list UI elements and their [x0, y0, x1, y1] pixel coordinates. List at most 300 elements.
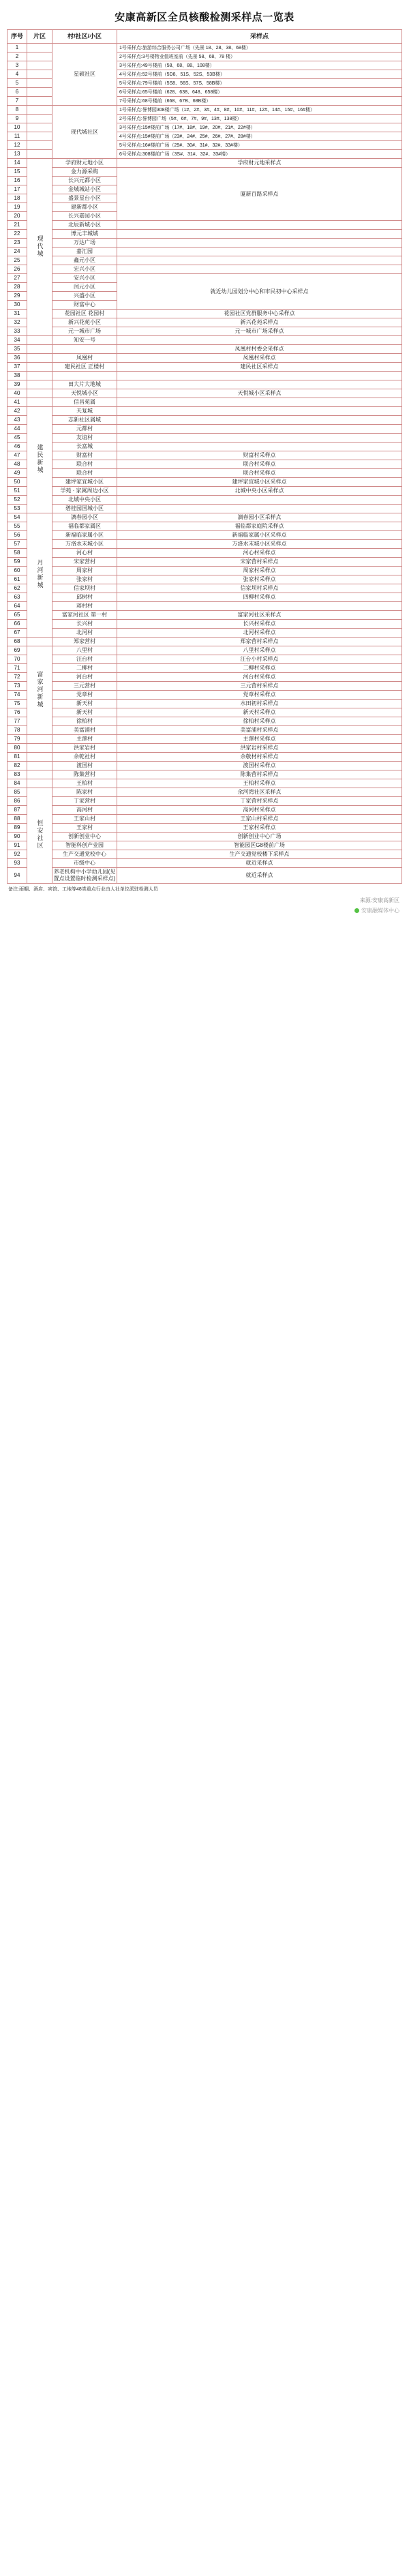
row-number: 67	[7, 629, 27, 638]
table-row	[7, 567, 402, 575]
row-sampling-point: 元一城市广场采样点	[117, 327, 402, 336]
row-village: 八里村	[52, 646, 117, 655]
row-area	[27, 132, 52, 141]
row-number: 3	[7, 61, 27, 70]
row-sampling-point: 水田初村采样点	[117, 700, 402, 708]
row-number: 53	[7, 505, 27, 513]
row-number: 41	[7, 398, 27, 407]
row-sampling-point: 新天村采样点	[117, 708, 402, 717]
row-village: 财富村	[52, 451, 117, 460]
row-area	[27, 770, 52, 779]
row-number: 57	[7, 540, 27, 549]
row-village: 建坪家宜城小区	[52, 478, 117, 487]
header-point: 采样点	[117, 30, 402, 44]
row-number: 60	[7, 567, 27, 575]
row-sampling-point: 联合村采样点	[117, 460, 402, 469]
row-area: 月河新城	[27, 513, 52, 638]
document-page	[0, 0, 409, 920]
row-sampling-point: 余敬材村采样点	[117, 753, 402, 762]
table-row	[7, 451, 402, 460]
footer-note	[7, 884, 402, 895]
row-village: 凤凰村	[52, 354, 117, 363]
row-number: 79	[7, 735, 27, 744]
table-row	[7, 248, 402, 256]
row-number: 63	[7, 593, 27, 602]
row-number: 71	[7, 664, 27, 673]
table-row	[7, 310, 402, 318]
table-row	[7, 469, 402, 478]
table-row	[7, 363, 402, 372]
row-sampling-point: 建民社区采样点	[117, 363, 402, 372]
row-area	[27, 779, 52, 788]
row-village: 富家河社区 第一村	[52, 611, 117, 620]
row-area	[27, 88, 52, 97]
row-sampling-point: 天悦城小区采样点	[117, 389, 402, 398]
row-area	[27, 336, 52, 345]
row-sampling-point: 创新创业中心广场	[117, 833, 402, 841]
row-sampling-point: 王柏村采样点	[117, 779, 402, 788]
row-area	[27, 79, 52, 88]
row-sampling-point: 丁家营村采样点	[117, 797, 402, 806]
header-area: 片区	[27, 30, 52, 44]
row-number: 1	[7, 44, 27, 53]
row-sampling-point: 八里村采样点	[117, 646, 402, 655]
table-row	[7, 824, 402, 833]
row-number: 34	[7, 336, 27, 345]
row-number: 32	[7, 318, 27, 327]
table-row	[7, 833, 402, 841]
row-village: 星硕社区	[52, 44, 117, 106]
table-row	[7, 230, 402, 239]
row-number: 5	[7, 79, 27, 88]
table-row	[7, 664, 402, 673]
row-village: 北城中央小区	[52, 496, 117, 505]
row-number: 16	[7, 177, 27, 185]
row-number: 51	[7, 487, 27, 496]
row-number: 72	[7, 673, 27, 682]
row-sampling-point: 漓春园小区采样点	[117, 513, 402, 522]
row-village: 新福临家属小区	[52, 531, 117, 540]
table-row	[7, 629, 402, 638]
table-row	[7, 726, 402, 735]
row-village: 闰元小区	[52, 283, 117, 292]
row-number: 66	[7, 620, 27, 629]
row-village: 财富中心	[52, 301, 117, 310]
row-number: 42	[7, 407, 27, 416]
row-number: 31	[7, 310, 27, 318]
row-sampling-point: 3号采样点:49号楼前（58、68、88、108楼）	[117, 61, 402, 70]
row-village: 天悦城小区	[52, 389, 117, 398]
row-sampling-point: 美富浦村采样点	[117, 726, 402, 735]
row-number: 70	[7, 655, 27, 664]
row-village: 新天村	[52, 708, 117, 717]
row-village: 田大片大地城	[52, 380, 117, 389]
row-number: 91	[7, 841, 27, 850]
watermark-label: 安康融媒体中心	[361, 908, 399, 914]
row-sampling-point: 福临都家庭院采样点	[117, 522, 402, 531]
row-village: 河心村	[52, 549, 117, 558]
row-village: 高河村	[52, 806, 117, 815]
row-village: 学苑 · 家属周边小区	[52, 487, 117, 496]
row-number: 39	[7, 380, 27, 389]
row-sampling-point: 就近采样点	[117, 859, 402, 868]
row-number: 85	[7, 788, 27, 797]
table-row	[7, 531, 402, 540]
row-village: 学府财元地小区	[52, 159, 117, 168]
row-sampling-point: 2号采样点:3号楼物业值班室前（先景 58、68、78 楼）	[117, 53, 402, 61]
row-sampling-point: 徐柏村采样点	[117, 717, 402, 726]
row-village: 周家村	[52, 567, 117, 575]
row-village: 金力源采购	[52, 168, 117, 177]
row-village: 博元丰城城	[52, 230, 117, 239]
row-number: 45	[7, 434, 27, 443]
row-sampling-point: 渡国村采样点	[117, 762, 402, 770]
row-village: 美富浦村	[52, 726, 117, 735]
row-number: 76	[7, 708, 27, 717]
row-number: 26	[7, 265, 27, 274]
row-number: 27	[7, 274, 27, 283]
row-village	[52, 345, 117, 354]
header-no: 序号	[7, 30, 27, 44]
row-number: 61	[7, 575, 27, 584]
row-number: 88	[7, 815, 27, 824]
table-row	[7, 815, 402, 824]
table-row	[7, 549, 402, 558]
row-sampling-point: 1号采样点:誉博园308楼广场（1#、2#、3#、4#、8#、10#、11#、12#、14#、15#、16#楼）	[117, 106, 402, 115]
row-number: 7	[7, 97, 27, 106]
row-sampling-point: 花园社区党群服务中心采样点	[117, 310, 402, 318]
row-village: 徐柏村	[52, 717, 117, 726]
row-sampling-point: 王家村采样点	[117, 824, 402, 833]
row-sampling-point	[117, 256, 402, 265]
row-village: 天复城	[52, 407, 117, 416]
row-number: 89	[7, 824, 27, 833]
row-village: 陈集营村	[52, 770, 117, 779]
row-number: 59	[7, 558, 27, 567]
row-number: 4	[7, 70, 27, 79]
table-row	[7, 434, 402, 443]
table-row	[7, 868, 402, 884]
row-sampling-point	[117, 434, 402, 443]
row-number: 37	[7, 363, 27, 372]
row-sampling-point: 河台村采样点	[117, 673, 402, 682]
row-sampling-point: 6号采样点:65号楼前（628、638、648、658楼）	[117, 88, 402, 97]
row-area	[27, 354, 52, 363]
table-row	[7, 221, 402, 230]
row-area	[27, 380, 52, 389]
row-number: 23	[7, 239, 27, 248]
row-village: 智能科创产业园	[52, 841, 117, 850]
row-number: 9	[7, 115, 27, 123]
row-area	[27, 744, 52, 753]
table-row	[7, 655, 402, 664]
row-number: 30	[7, 301, 27, 310]
row-village: 郑家营村	[52, 638, 117, 646]
row-sampling-point: 洪家岩村采样点	[117, 744, 402, 753]
row-sampling-point	[117, 372, 402, 380]
row-number: 62	[7, 584, 27, 593]
row-sampling-point	[117, 398, 402, 407]
row-number: 94	[7, 868, 27, 884]
row-village: 张家村	[52, 575, 117, 584]
row-sampling-point: 长兴村采样点	[117, 620, 402, 629]
row-sampling-point: 2号采样点:誉博园广场（5#、6#、7#、9#、13#、138楼）	[117, 115, 402, 123]
table-row	[7, 841, 402, 850]
row-village: 王家村	[52, 824, 117, 833]
row-village: 建民社区 正楼村	[52, 363, 117, 372]
row-village: 友谊村	[52, 434, 117, 443]
table-row	[7, 673, 402, 682]
row-village: 创新创业中心	[52, 833, 117, 841]
row-number: 43	[7, 416, 27, 425]
row-number: 2	[7, 53, 27, 61]
table-row	[7, 779, 402, 788]
row-sampling-point: 宋家营村采样点	[117, 558, 402, 567]
row-number: 36	[7, 354, 27, 363]
header-village: 村/社区/小区	[52, 30, 117, 44]
row-sampling-point: 6号采样点:308楼前广场（3S#、31#、32#、33#楼）	[117, 150, 402, 159]
row-village	[52, 372, 117, 380]
page-title: 安康高新区全员核酸检测采样点一览表	[115, 12, 294, 23]
table-row	[7, 443, 402, 451]
table-row	[7, 256, 402, 265]
row-number: 47	[7, 451, 27, 460]
row-area	[27, 363, 52, 372]
row-sampling-point	[117, 336, 402, 345]
table-row	[7, 788, 402, 797]
table-row	[7, 522, 402, 531]
row-sampling-point	[117, 407, 402, 416]
row-village: 新兴花苑小区	[52, 318, 117, 327]
row-number: 86	[7, 797, 27, 806]
table-row	[7, 708, 402, 717]
table-row	[7, 744, 402, 753]
row-village: 蒋村村	[52, 602, 117, 611]
row-sampling-point: 5号采样点:16#楼前广场（29#、30#、31#、32#、33#楼）	[117, 141, 402, 150]
row-number: 46	[7, 443, 27, 451]
row-sampling-point: 就近采样点	[117, 868, 402, 884]
row-village: 汪台村	[52, 655, 117, 664]
row-village: 河台村	[52, 673, 117, 682]
row-village: 余乾社村	[52, 753, 117, 762]
row-area	[27, 398, 52, 407]
table-row	[7, 274, 402, 283]
table-row	[7, 478, 402, 487]
row-village: 王柏村	[52, 779, 117, 788]
table-row	[7, 753, 402, 762]
row-number: 81	[7, 753, 27, 762]
row-village: 兴盛小区	[52, 292, 117, 301]
table-row	[7, 770, 402, 779]
row-area: 建民新城	[27, 407, 52, 513]
row-sampling-point: 陈集营村采样点	[117, 770, 402, 779]
row-number: 22	[7, 230, 27, 239]
row-number: 92	[7, 850, 27, 859]
row-sampling-point: 凤凰村村委会采样点	[117, 345, 402, 354]
row-village: 主澤村	[52, 735, 117, 744]
row-village: 宋家营村	[52, 558, 117, 567]
row-village: 花园社区 花园村	[52, 310, 117, 318]
row-village: 安兴小区	[52, 274, 117, 283]
table-row	[7, 505, 402, 513]
row-village: 建新都小区	[52, 203, 117, 212]
row-number: 13	[7, 150, 27, 159]
row-number: 74	[7, 691, 27, 700]
row-village: 嘉汇园	[52, 248, 117, 256]
table-row	[7, 318, 402, 327]
table-row	[7, 239, 402, 248]
row-sampling-point	[117, 248, 402, 256]
row-number: 6	[7, 88, 27, 97]
table-row	[7, 611, 402, 620]
row-number: 18	[7, 194, 27, 203]
table-row	[7, 336, 402, 345]
row-village: 知安一号	[52, 336, 117, 345]
row-sampling-point: 河心村采样点	[117, 549, 402, 558]
row-sampling-point: 主澤村采样点	[117, 735, 402, 744]
table-row	[7, 682, 402, 691]
watermark-dot-icon	[354, 908, 359, 913]
table-row	[7, 620, 402, 629]
row-number: 12	[7, 141, 27, 150]
row-number: 50	[7, 478, 27, 487]
table-header-row	[7, 30, 402, 44]
row-village: 盛景星台小区	[52, 194, 117, 203]
table-row	[7, 797, 402, 806]
row-sampling-point: 建坪家宜城小区采样点	[117, 478, 402, 487]
row-sampling-point	[117, 416, 402, 425]
row-sampling-point: 财富村采样点	[117, 451, 402, 460]
row-village: 北河村	[52, 629, 117, 638]
row-sampling-point: 厦新百路采样点	[117, 168, 402, 221]
row-sampling-point: 党章村采样点	[117, 691, 402, 700]
row-village: 元都村	[52, 425, 117, 434]
row-area: 现代城	[27, 159, 52, 336]
row-sampling-point: 周家村采样点	[117, 567, 402, 575]
row-sampling-point: 万洛水末城小区采样点	[117, 540, 402, 549]
table-row	[7, 487, 402, 496]
row-number: 87	[7, 806, 27, 815]
row-village: 生产交通党校中心	[52, 850, 117, 859]
row-village: 宏兴小区	[52, 265, 117, 274]
table-row	[7, 398, 402, 407]
table-row	[7, 44, 402, 53]
table-row	[7, 762, 402, 770]
row-sampling-point: 张家村采样点	[117, 575, 402, 584]
table-row	[7, 460, 402, 469]
row-sampling-point	[117, 496, 402, 505]
table-row	[7, 859, 402, 868]
row-village: 新天村	[52, 700, 117, 708]
row-sampling-point: 三元营村采样点	[117, 682, 402, 691]
row-sampling-point	[117, 221, 402, 230]
row-sampling-point: 郑家营村采样点	[117, 638, 402, 646]
row-number: 33	[7, 327, 27, 336]
row-sampling-point: 1号采样点:旅游综合服务公司广场（先景 18、28、38、68楼）	[117, 44, 402, 53]
row-village: 鑫元小区	[52, 256, 117, 265]
row-number: 24	[7, 248, 27, 256]
row-number: 90	[7, 833, 27, 841]
row-village: 长兴嘉园小区	[52, 212, 117, 221]
row-village: 北辰新城小区	[52, 221, 117, 230]
table-row	[7, 584, 402, 593]
row-area	[27, 141, 52, 150]
table-row	[7, 735, 402, 744]
table-row	[7, 496, 402, 505]
row-sampling-point: 5号采样点:79号楼前（5S8、56S、57S、58B楼）	[117, 79, 402, 88]
row-number: 68	[7, 638, 27, 646]
row-number: 82	[7, 762, 27, 770]
row-sampling-point: 北河村采样点	[117, 629, 402, 638]
row-area	[27, 53, 52, 61]
row-sampling-point: 新福临家属小区采样点	[117, 531, 402, 540]
footer-line-1: 备注:雨棚、酒店、宾馆、工地等48类重点行业由人社单位派驻检测人员	[8, 887, 158, 893]
row-village: 王家山村	[52, 815, 117, 824]
row-village: 市级中心	[52, 859, 117, 868]
row-sampling-point: 王家山村采样点	[117, 815, 402, 824]
row-area	[27, 638, 52, 646]
row-number: 77	[7, 717, 27, 726]
table-row	[7, 327, 402, 336]
row-area	[27, 44, 52, 53]
row-village: 福临都家属区	[52, 522, 117, 531]
row-number: 65	[7, 611, 27, 620]
row-sampling-point: 就近幼儿园划分中心和市民初中心采样点	[117, 274, 402, 310]
table-row	[7, 558, 402, 567]
row-sampling-point: 四柳村采样点	[117, 593, 402, 602]
table-row	[7, 717, 402, 726]
table-row	[7, 345, 402, 354]
table-row	[7, 593, 402, 602]
row-village: 漓春园小区	[52, 513, 117, 522]
row-sampling-point: 生产交通党校楼下采样点	[117, 850, 402, 859]
row-number: 49	[7, 469, 27, 478]
row-number: 8	[7, 106, 27, 115]
row-sampling-point	[117, 443, 402, 451]
row-number: 17	[7, 185, 27, 194]
row-village: 养老机构中小学幼儿园(见置点设置临时检测采样点)	[52, 868, 117, 884]
row-sampling-point: 智能园区G8楼前广场	[117, 841, 402, 850]
row-area	[27, 389, 52, 398]
table-row	[7, 265, 402, 274]
row-sampling-point: 高河村采样点	[117, 806, 402, 815]
row-village: 长兴村	[52, 620, 117, 629]
row-number: 29	[7, 292, 27, 301]
row-sampling-point: 新兴花苑采样点	[117, 318, 402, 327]
row-village: 信昌苑属	[52, 398, 117, 407]
table-row	[7, 106, 402, 115]
row-village: 金城城站小区	[52, 185, 117, 194]
row-sampling-point: 二柳村采样点	[117, 664, 402, 673]
watermark	[7, 905, 402, 920]
row-sampling-point: 7号采样点:68号楼前（668、67B、68B楼）	[117, 97, 402, 106]
table-row	[7, 540, 402, 549]
row-village: 志新社区属城	[52, 416, 117, 425]
row-number: 78	[7, 726, 27, 735]
row-area: 恒安社区	[27, 788, 52, 884]
row-sampling-point: 学府财元地采样点	[117, 159, 402, 168]
row-village: 党章村	[52, 691, 117, 700]
table-row	[7, 168, 402, 177]
row-number: 28	[7, 283, 27, 292]
row-sampling-point	[117, 505, 402, 513]
row-sampling-point: 富家河社区采样点	[117, 611, 402, 620]
row-sampling-point: 4号采样点:15#楼前广场（23#、24#、25#、26#、27#、28#楼）	[117, 132, 402, 141]
row-number: 48	[7, 460, 27, 469]
row-village: 长兴元都小区	[52, 177, 117, 185]
row-area	[27, 97, 52, 106]
row-village: 长富城	[52, 443, 117, 451]
